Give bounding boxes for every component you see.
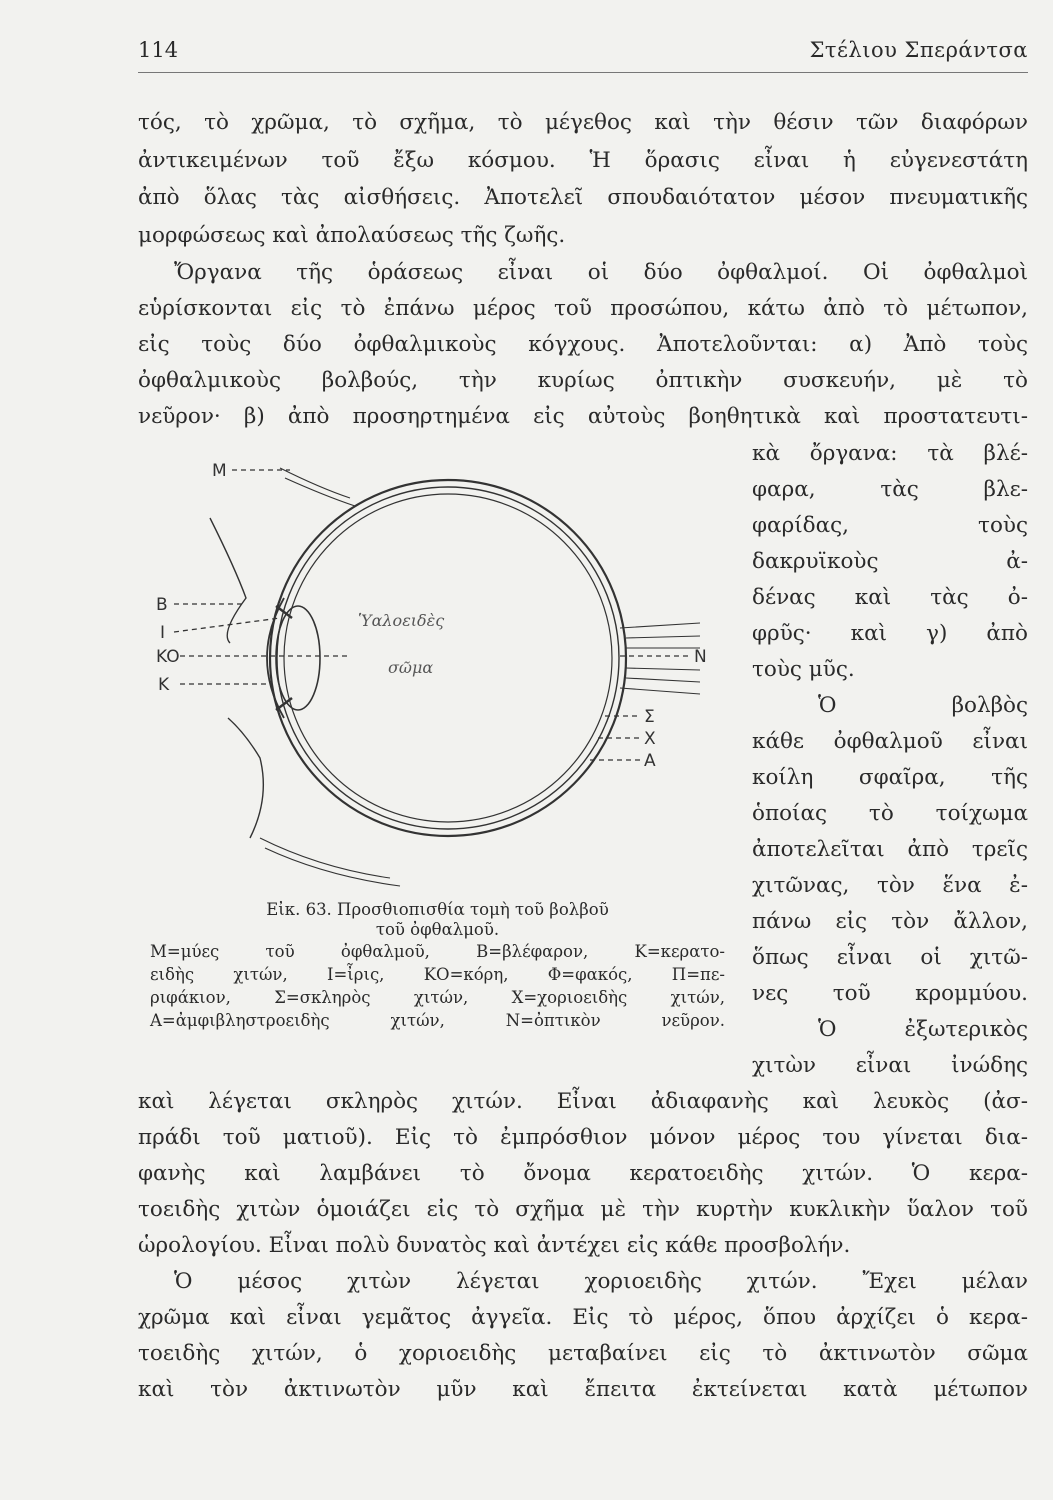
body-line: τοειδὴς χιτών, ὁ χοριοειδὴς μεταβαίνει εἰς τὸ ἀκτινωτὸν σῶμα (138, 1341, 1028, 1366)
label-i: I (160, 623, 166, 643)
lower-eyelid-outline (228, 718, 263, 838)
body-line: εἰς τοὺς δύο ὀφθαλμικοὺς κόγχους. Ἀποτελοῦνται: α) Ἀπὸ τοὺς (138, 332, 1028, 357)
figure-caption-line: Μ=μύες τοῦ ὀφθαλμοῦ, Β=βλέφαρον, Κ=κερατο- (150, 942, 725, 961)
side-line: Ὁ βολβὸς (818, 693, 1028, 718)
body-line: μορφώσεως καὶ ἀπολαύσεως τῆς ζωῆς. (138, 223, 566, 248)
side-line: Ὁ ἐξωτερικὸς (818, 1017, 1028, 1042)
side-line: φαρίδας, τοὺς (752, 513, 1028, 538)
label-sigma: Σ (644, 707, 655, 727)
body-line: καὶ τὸν ἀκτινωτὸν μῦν καὶ ἔπειτα ἐκτείνεται κατὰ μέτωπον (138, 1377, 1028, 1402)
body-line: τός, τὸ χρῶμα, τὸ σχῆμα, τὸ μέγεθος καὶ τὴν θέσιν τῶν διαφόρων (138, 110, 1028, 135)
header-rule (138, 72, 1028, 73)
body-line: νεῦρον· β) ἀπὸ προσηρτημένα εἰς αὐτοὺς βοηθητικὰ καὶ προστατευτι- (138, 404, 1028, 429)
figure-caption-title: Εἰκ. 63. Προσθιοπισθία τομὴ τοῦ βολβοῦ (266, 900, 609, 919)
body-line: πράδι τοῦ ματιοῦ). Εἰς τὸ ἐμπρόσθιον μόνον μέρος του γίνεται δια- (138, 1125, 1028, 1150)
figure-caption-line: ειδὴς χιτών, Ι=ἶρις, ΚΟ=κόρη, Φ=φακός, Π=πε- (150, 965, 725, 984)
side-line: νες τοῦ κρομμύου. (752, 981, 1028, 1006)
leader-line (174, 618, 280, 632)
side-line: ἀποτελεῖται ἀπὸ τρεῖς (752, 837, 1028, 862)
eye-cross-section-figure (150, 458, 735, 898)
muscle-outline (260, 468, 400, 886)
side-line: ὅπως εἶναι οἱ χιτῶ- (752, 945, 1028, 970)
label-b: B (156, 595, 168, 615)
side-line: δακρυϊκοὺς ἀ- (752, 549, 1028, 574)
body-line: εὑρίσκονται εἰς τὸ ἐπάνω μέρος τοῦ προσώπου, κάτω ἀπὸ τὸ μέτωπον, (138, 296, 1028, 321)
side-line: χιτῶνας, τὸν ἕνα ἐ- (752, 873, 1028, 898)
page-number: 114 (138, 38, 179, 62)
label-n: N (694, 647, 707, 667)
vitreous-label: Ὑαλοειδὲς (358, 611, 445, 630)
body-line: χρῶμα καὶ εἶναι γεμᾶτος ἀγγεῖα. Εἰς τὸ μέρος, ὅπου ἀρχίζει ὁ κερα- (138, 1305, 1028, 1330)
body-line: καὶ λέγεται σκληρὸς χιτών. Εἶναι ἀδιαφανὴς καὶ λευκὸς (ἀσ- (138, 1089, 1028, 1114)
body-line: Ὁ μέσος χιτὼν λέγεται χοριοειδὴς χιτών. Ἔχει μέλαν (174, 1269, 1028, 1294)
side-line: φαρα, τὰς βλε- (752, 477, 1028, 502)
side-line: κάθε ὀφθαλμοῦ εἶναι (752, 729, 1028, 754)
side-line: φρῦς· καὶ γ) ἀπὸ (752, 621, 1028, 646)
body-line: φανὴς καὶ λαμβάνει τὸ ὄνομα κερατοειδὴς χιτών. Ὁ κερα- (138, 1161, 1028, 1186)
page-header (138, 38, 1028, 68)
optic-nerve-outline (620, 623, 700, 694)
running-head: Στέλιου Σπεράντσα (809, 38, 1028, 62)
body-line: ὡρολογίου. Εἶναι πολὺ δυνατὸς καὶ ἀντέχει εἰς κάθε προσβολήν. (138, 1233, 851, 1258)
side-line: κοίλη σφαῖρα, τῆς (752, 765, 1028, 790)
label-a: A (644, 751, 656, 771)
side-line: τοὺς μῦς. (752, 657, 855, 682)
side-line: χιτὼν εἶναι ἰνώδης (752, 1053, 1028, 1078)
side-line: ὁποίας τὸ τοίχωμα (752, 801, 1028, 826)
body-line: Ὄργανα τῆς ὁράσεως εἶναι οἱ δύο ὀφθαλμοί. Οἱ ὀφθαλμοὶ (174, 260, 1028, 285)
label-x: X (644, 729, 656, 749)
retina-outline (284, 494, 612, 822)
body-line: ἀπὸ ὅλας τὰς αἰσθήσεις. Ἀποτελεῖ σπουδαιότατον μέσον πνευματικῆς (138, 185, 1028, 210)
body-line: ἀντικειμένων τοῦ ἔξω κόσμου. Ἡ ὅρασις εἶναι ἡ εὐγενεστάτη (138, 148, 1028, 173)
side-line: κὰ ὄργανα: τὰ βλέ- (752, 441, 1028, 466)
body-line: ὀφθαλμικοὺς βολβούς, τὴν κυρίως ὀπτικὴν συσκευήν, μὲ τὸ (138, 368, 1028, 393)
side-line: πάνω εἰς τὸν ἄλλον, (752, 909, 1028, 934)
figure-caption-title: τοῦ ὀφθαλμοῦ. (375, 920, 500, 939)
label-m: M (212, 461, 227, 481)
lens-outline (276, 606, 320, 710)
body-line: τοειδὴς χιτὼν ὁμοιάζει εἰς τὸ σχῆμα μὲ τὴν κυρτὴν κυκλικὴν ὕαλον τοῦ (138, 1197, 1028, 1222)
choroid-outline (277, 487, 619, 829)
label-k: K (158, 675, 170, 695)
sclera-outline (270, 480, 626, 836)
vitreous-label-2: σῶμα (388, 658, 434, 677)
label-ko: KO (156, 647, 180, 667)
figure-caption-line: ριφάκιον, Σ=σκληρὸς χιτών, Χ=χοριοειδὴς χιτών, (150, 988, 725, 1007)
side-line: δένας καὶ τὰς ὀ- (752, 585, 1028, 610)
figure-caption-line: Α=ἀμφιβληστροειδὴς χιτών, Ν=ὀπτικὸν νεῦρον. (150, 1011, 725, 1030)
